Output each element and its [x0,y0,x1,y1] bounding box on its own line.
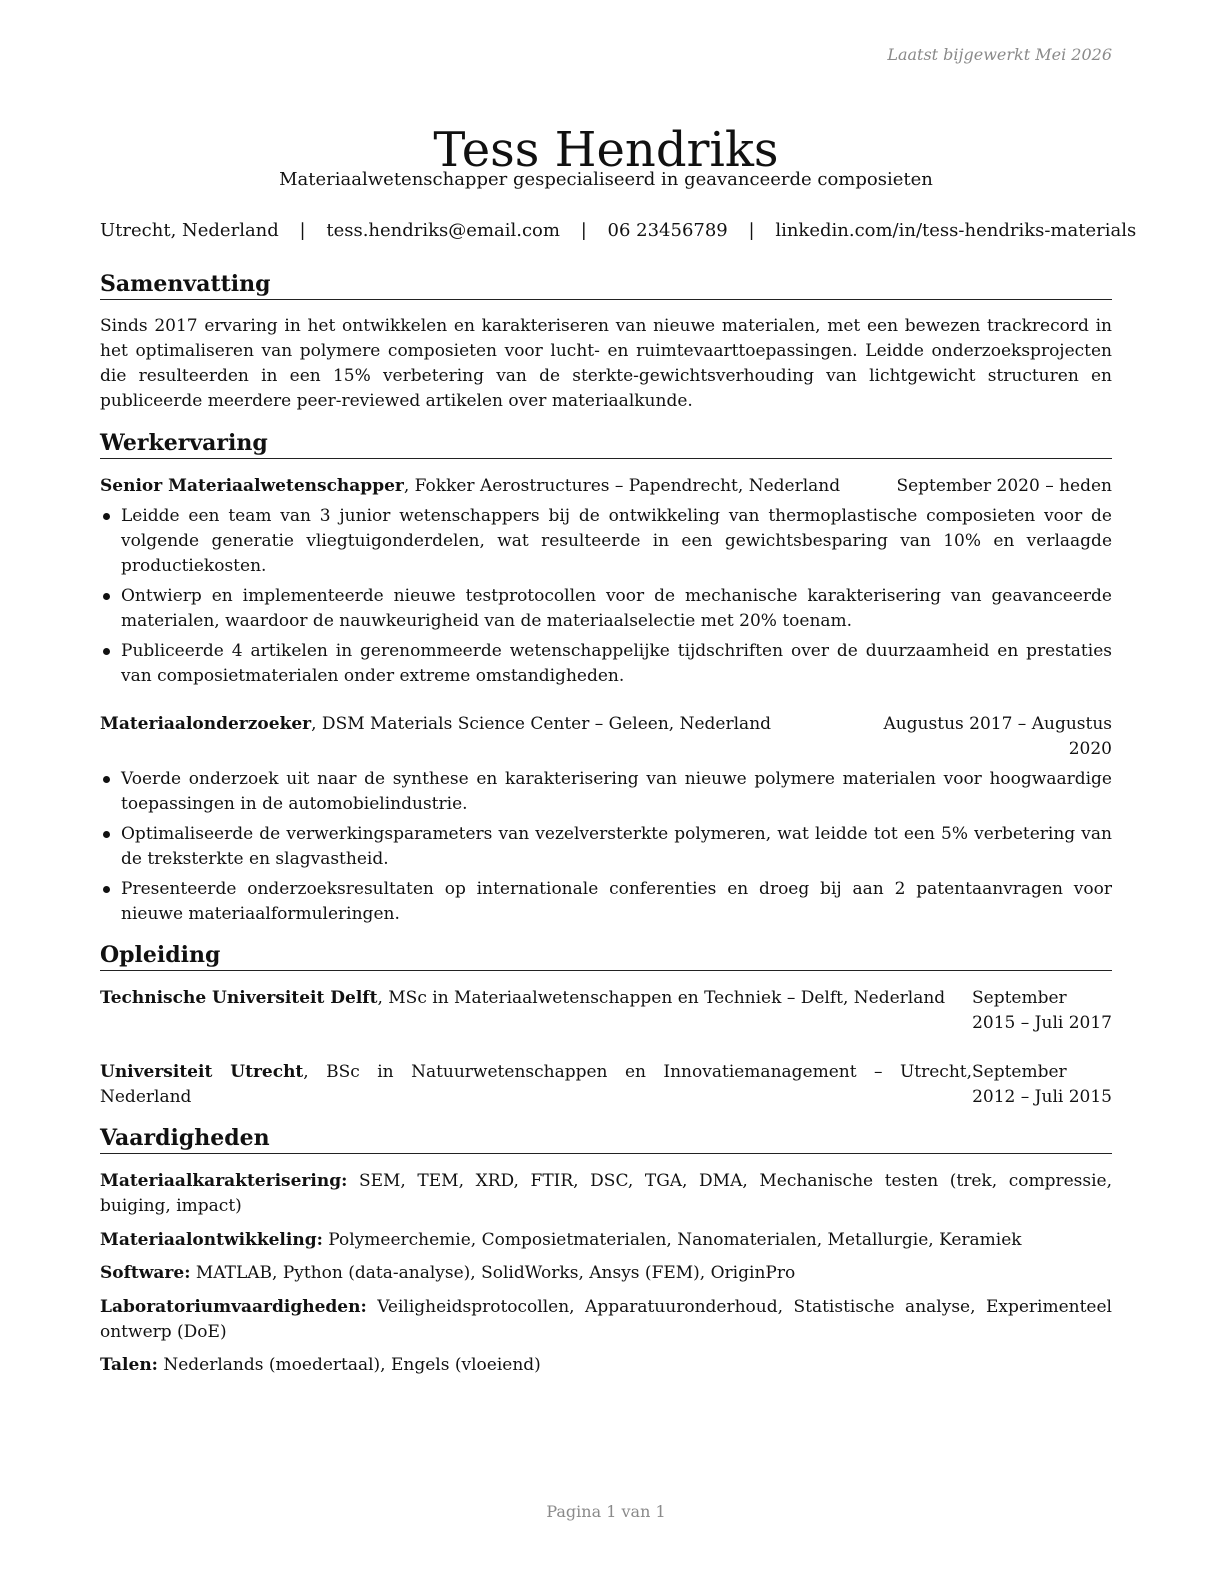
skill-line [100,1261,1112,1286]
skill-label: Talen: [100,1355,158,1375]
job-bullets [100,504,1112,694]
job-bullet: Ontwierp en implementeerde nieuwe testprotocollen voor de mechanische karakterisering van geavanceerde materialen, waardoor de nauwkeurigheid van de materiaalselectie met 20% toenam. [100,584,1112,634]
education-dates: September 2012 – Juli 2015 [972,1062,1112,1107]
education-school: Universiteit Utrecht [100,1062,304,1082]
contact-separator: | [299,220,306,241]
job-bullet: Voerde onderzoek uit naar de synthese en karakterisering van nieuwe polymere materialen voor hoogwaardige toepassingen in de automobielindustrie. [100,767,1112,817]
contact-email[interactable]: tess.hendriks@email.com [326,220,560,241]
section-heading-skills: Vaardigheden [100,1124,1112,1154]
skill-value: MATLAB, Python (data-analyse), SolidWorks, Ansys (FEM), OriginPro [190,1263,796,1283]
job-bullet: Leidde een team van 3 junior wetenschappers bij de ontwikkeling van thermoplastische composieten voor de volgende generatie vliegtuigonderdelen, wat resulteerde in een gewichtsbesparing van 10% en verlaagde productiekosten. [100,504,1112,579]
job-header [100,712,1112,759]
job-company: , Fokker Aerostructures – Papendrecht, Nederland [403,476,841,496]
skill-value: Nederlands (moedertaal), Engels (vloeiend) [157,1355,541,1375]
resume-page [100,0,1137,1584]
skill-value: SEM, TEM, XRD, FTIR, DSC, TGA, DMA, Mechanische testen (trek, compressie, buiging, impact) [100,1171,1112,1216]
contact-location: Utrecht, Nederland [100,220,279,241]
page-title: Tess Hendriks [433,122,779,179]
job-dates: September 2020 – heden [896,476,1112,496]
job-company: , DSM Materials Science Center – Geleen, Nederland [311,714,772,734]
skill-line [100,1295,1112,1345]
job-dates: Augustus 2017 – Augustus 2020 [883,714,1112,759]
page-number: Pagina 1 van 1 [546,1502,666,1521]
education-dates: September 2015 – Juli 2017 [972,988,1112,1033]
education-degree: , BSc in Natuurwetenschappen en Innovatiemanagement – Utrecht, Nederland [100,1062,972,1107]
skill-value: Polymeerchemie, Composietmaterialen, Nanomaterialen, Metallurgie, Keramiek [322,1230,1022,1250]
job-bullet: Publiceerde 4 artikelen in gerenommeerde wetenschappelijke tijdschriften over de duurzaamheid en prestaties van composietmaterialen onder extreme omstandigheden. [100,639,1112,689]
skill-label: Laboratoriumvaardigheden: [100,1297,367,1317]
contact-phone: 06 23456789 [607,220,728,241]
skill-label: Materiaalontwikkeling: [100,1230,323,1250]
skill-line [100,1169,1112,1219]
skill-label: Software: [100,1263,191,1283]
contact-separator: | [580,220,587,241]
section-heading-summary: Samenvatting [100,270,1112,300]
summary-text: Sinds 2017 ervaring in het ontwikkelen en karakteriseren van nieuwe materialen, met een bewezen trackrecord in het optimaliseren van polymere composieten voor lucht- en ruimtevaarttoepassingen. Leidde onderzoeksprojecten die resulteerden in een 15% verbetering van de sterkte-gewichtsverhouding van lichtgewicht structuren en publiceerde meerdere peer-reviewed artikelen over materiaalkunde. [100,316,1112,411]
contact-linkedin[interactable]: linkedin.com/in/tess-hendriks-materials [775,220,1137,241]
tagline: Materiaalwetenschapper gespecialiseerd in geavanceerde composieten [279,169,933,190]
skill-line [100,1228,1112,1253]
job-role: Materiaalonderzoeker [100,714,312,734]
section-heading-experience: Werkervaring [100,429,1112,459]
education-details [100,1060,972,1110]
education-school: Technische Universiteit Delft [100,988,378,1008]
skill-label: Materiaalkarakterisering: [100,1171,348,1191]
last-updated: Laatst bijgewerkt Mei 2026 [887,45,1112,64]
job-role: Senior Materiaalwetenschapper [100,476,404,496]
skill-line [100,1353,1112,1378]
education-details [100,986,972,1011]
section-heading-education: Opleiding [100,941,1112,971]
job-bullet: Optimaliseerde de verwerkingsparameters van vezelversterkte polymeren, wat leidde tot een 5% verbetering van de treksterkte en slagvastheid. [100,822,1112,872]
education-degree: , MSc in Materiaalwetenschappen en Techniek – Delft, Nederland [377,988,946,1008]
job-bullet: Presenteerde onderzoeksresultaten op internationale conferenties en droeg bij aan 2 patentaanvragen voor nieuwe materiaalformuleringen. [100,877,1112,927]
job-bullets [100,767,1112,932]
contact-separator: | [748,220,755,241]
skill-value: Veiligheidsprotocollen, Apparatuuronderhoud, Statistische analyse, Experimenteel ontwerp (DoE) [100,1297,1112,1342]
job-header [100,474,1112,499]
contact-line [100,219,1137,243]
